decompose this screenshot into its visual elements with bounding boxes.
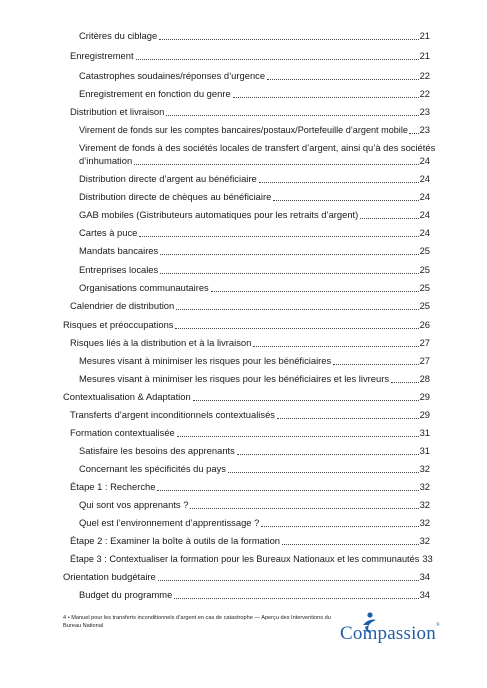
toc-leader bbox=[174, 598, 418, 599]
toc-entry-label-line1: Virement de fonds à des sociétés locales de transfert d’argent, ainsi qu’à des sociétés bbox=[79, 142, 436, 153]
toc-entry-page: 25 bbox=[419, 245, 430, 256]
toc-entry[interactable] bbox=[79, 88, 430, 100]
toc-leader bbox=[233, 97, 419, 98]
toc-entry-label: Formation contextualisée bbox=[70, 427, 175, 438]
toc-entry-label: Risques liés à la distribution et à la livraison bbox=[70, 337, 252, 348]
toc-leader bbox=[158, 580, 419, 581]
toc-entry-page: 24 bbox=[419, 191, 430, 202]
toc-leader bbox=[333, 364, 418, 365]
toc-entry[interactable] bbox=[79, 173, 430, 185]
toc-leader bbox=[157, 490, 418, 491]
toc-leader bbox=[211, 291, 419, 292]
toc-entry-label: Distribution directe de chèques au bénéficiaire bbox=[79, 191, 272, 202]
toc-entry[interactable] bbox=[79, 209, 430, 221]
toc-leader bbox=[253, 346, 418, 347]
toc-entry[interactable] bbox=[79, 30, 430, 42]
toc-entry-label: Organisations communautaires bbox=[79, 282, 209, 293]
toc-entry-page: 33 bbox=[422, 553, 433, 564]
toc-leader bbox=[273, 200, 418, 201]
toc-entry-page: 22 bbox=[419, 70, 430, 81]
toc-entry[interactable] bbox=[70, 553, 433, 565]
toc-entry-page: 22 bbox=[419, 88, 430, 99]
toc-entry-label: Étape 3 : Contextualiser la formation pour les Bureaux Nationaux et les communautés bbox=[70, 554, 420, 564]
footer-bullet: • bbox=[67, 615, 70, 621]
toc-entry-label: Critères du ciblage bbox=[79, 30, 158, 41]
toc-entry-page: 27 bbox=[419, 355, 430, 366]
toc-entry[interactable] bbox=[63, 319, 430, 331]
toc-entry[interactable] bbox=[70, 535, 430, 547]
footer-page-number: 4 bbox=[63, 615, 67, 621]
toc-entry[interactable] bbox=[63, 391, 430, 403]
toc-entry[interactable] bbox=[63, 571, 430, 583]
toc-entry-page: 21 bbox=[419, 30, 430, 41]
toc-entry-label: Orientation budgétaire bbox=[63, 571, 156, 582]
toc-entry-label: Calendrier de distribution bbox=[70, 300, 175, 311]
toc-entry-page: 34 bbox=[419, 589, 430, 600]
toc-entry[interactable] bbox=[79, 373, 430, 385]
toc-leader bbox=[136, 59, 419, 60]
toc-entry[interactable] bbox=[70, 106, 430, 118]
toc-leader bbox=[159, 39, 418, 40]
toc-leader bbox=[277, 418, 419, 419]
compassion-logo bbox=[340, 611, 440, 645]
toc-entry-label: Transferts d’argent inconditionnels contextualisés bbox=[70, 409, 275, 420]
toc-entry-page: 25 bbox=[419, 264, 430, 275]
page-footer bbox=[63, 614, 333, 630]
toc-entry-label: Étape 1 : Recherche bbox=[70, 481, 156, 492]
toc-entry-page: 24 bbox=[419, 209, 430, 220]
toc-leader bbox=[177, 436, 419, 437]
toc-entry[interactable] bbox=[79, 589, 430, 601]
toc-entry[interactable] bbox=[79, 124, 430, 136]
toc-entry-label: Mesures visant à minimiser les risques pour les bénéficiaires bbox=[79, 355, 332, 366]
toc-entry[interactable] bbox=[79, 282, 430, 294]
toc-entry-label: Concernant les spécificités du pays bbox=[79, 463, 226, 474]
toc-leader bbox=[259, 182, 419, 183]
toc-entry-label: Quel est l’environnement d’apprentissage ? bbox=[79, 517, 260, 528]
toc-entry-label: Budget du programme bbox=[79, 589, 173, 600]
toc-entry[interactable] bbox=[79, 227, 430, 239]
toc-entry-page: 23 bbox=[419, 124, 430, 135]
toc-entry-label: Enregistrement bbox=[70, 50, 134, 61]
toc-leader bbox=[360, 218, 418, 219]
toc-entry-label: Enregistrement en fonction du genre bbox=[79, 88, 231, 99]
toc-entry[interactable] bbox=[79, 499, 430, 511]
toc-entry-label: Étape 2 : Examiner la boîte à outils de la formation bbox=[70, 535, 281, 546]
toc-entry-page: 31 bbox=[419, 427, 430, 438]
toc-leader bbox=[139, 236, 418, 237]
toc-entry[interactable] bbox=[70, 50, 430, 62]
toc-entry-label: d’inhumation bbox=[79, 155, 133, 166]
toc-entry-label: Distribution directe d’argent au bénéficiaire bbox=[79, 173, 257, 184]
toc-leader bbox=[176, 309, 418, 310]
toc-entry-label: Mandats bancaires bbox=[79, 245, 159, 256]
toc-entry-page: 27 bbox=[419, 337, 430, 348]
toc-entry-page: 32 bbox=[419, 463, 430, 474]
toc-entry[interactable] bbox=[70, 300, 430, 312]
toc-entry-page: 24 bbox=[419, 227, 430, 238]
toc-entry-label: Cartes à puce bbox=[79, 227, 138, 238]
toc-entry[interactable] bbox=[70, 337, 430, 349]
toc-entry-page: 25 bbox=[419, 300, 430, 311]
toc-leader bbox=[160, 273, 418, 274]
toc-entry[interactable] bbox=[70, 427, 430, 439]
toc-entry[interactable] bbox=[79, 70, 430, 82]
logo-wordmark: Compassion® bbox=[340, 623, 440, 644]
toc-entry-label: Catastrophes soudaines/réponses d’urgence bbox=[79, 70, 266, 81]
toc-entry-label: Satisfaire les besoins des apprenants bbox=[79, 445, 235, 456]
toc-entry[interactable] bbox=[79, 155, 430, 167]
toc-leader bbox=[391, 382, 419, 383]
toc-leader bbox=[160, 254, 418, 255]
toc-entry-page: 32 bbox=[419, 481, 430, 492]
toc-entry[interactable] bbox=[79, 517, 430, 529]
toc-entry-page: 26 bbox=[419, 319, 430, 330]
toc-entry[interactable] bbox=[79, 245, 430, 257]
toc-entry-label: Distribution et livraison bbox=[70, 106, 165, 117]
toc-entry-page: 24 bbox=[419, 155, 430, 166]
toc-entry[interactable] bbox=[70, 481, 430, 493]
toc-leader bbox=[134, 164, 418, 165]
toc-leader bbox=[175, 328, 418, 329]
toc-entry-label: Mesures visant à minimiser les risques pour les bénéficiaires et les livreurs bbox=[79, 373, 390, 384]
toc-leader bbox=[190, 508, 418, 509]
toc-entry-label: Risques et préoccupations bbox=[63, 319, 174, 330]
toc-entry[interactable] bbox=[70, 409, 430, 421]
footer-document-title: Manuel pour les transferts inconditionnels d’argent en cas de catastrophe — Aperçu des Interventions du Bureau National bbox=[63, 615, 331, 629]
toc-leader bbox=[193, 400, 419, 401]
toc-leader bbox=[409, 133, 419, 134]
toc-entry-page: 24 bbox=[419, 173, 430, 184]
toc-entry[interactable] bbox=[79, 355, 430, 367]
toc-entry-page: 32 bbox=[419, 535, 430, 546]
toc-entry-page: 21 bbox=[419, 50, 430, 61]
toc-entry-page: 29 bbox=[419, 391, 430, 402]
toc-entry-label: Qui sont vos apprenants ? bbox=[79, 499, 189, 510]
toc-entry[interactable] bbox=[79, 191, 430, 203]
toc-leader bbox=[282, 544, 419, 545]
toc-leader bbox=[166, 115, 418, 116]
toc-entry-label: GAB mobiles (Gistributeurs automatiques pour les retraits d’argent) bbox=[79, 209, 359, 220]
toc-leader bbox=[261, 526, 418, 527]
toc-entry[interactable] bbox=[79, 264, 430, 276]
toc-entry-page: 32 bbox=[419, 499, 430, 510]
toc-leader bbox=[237, 454, 419, 455]
toc-entry-page: 25 bbox=[419, 282, 430, 293]
toc-entry-label: Contextualisation & Adaptation bbox=[63, 391, 191, 402]
toc-leader bbox=[267, 79, 419, 80]
toc-entry-page: 34 bbox=[419, 571, 430, 582]
toc-entry-page: 28 bbox=[419, 373, 430, 384]
toc-entry[interactable] bbox=[79, 463, 430, 475]
toc-entry-page: 32 bbox=[419, 517, 430, 528]
toc-entry[interactable] bbox=[79, 445, 430, 457]
toc-entry-label: Virement de fonds sur les comptes bancaires/postaux/Portefeuille d’argent mobile bbox=[79, 125, 408, 135]
toc-leader bbox=[228, 472, 419, 473]
toc-entry-label: Entreprises locales bbox=[79, 264, 159, 275]
toc-entry-page: 31 bbox=[419, 445, 430, 456]
toc-entry-page: 23 bbox=[419, 106, 430, 117]
toc-entry-page: 29 bbox=[419, 409, 430, 420]
